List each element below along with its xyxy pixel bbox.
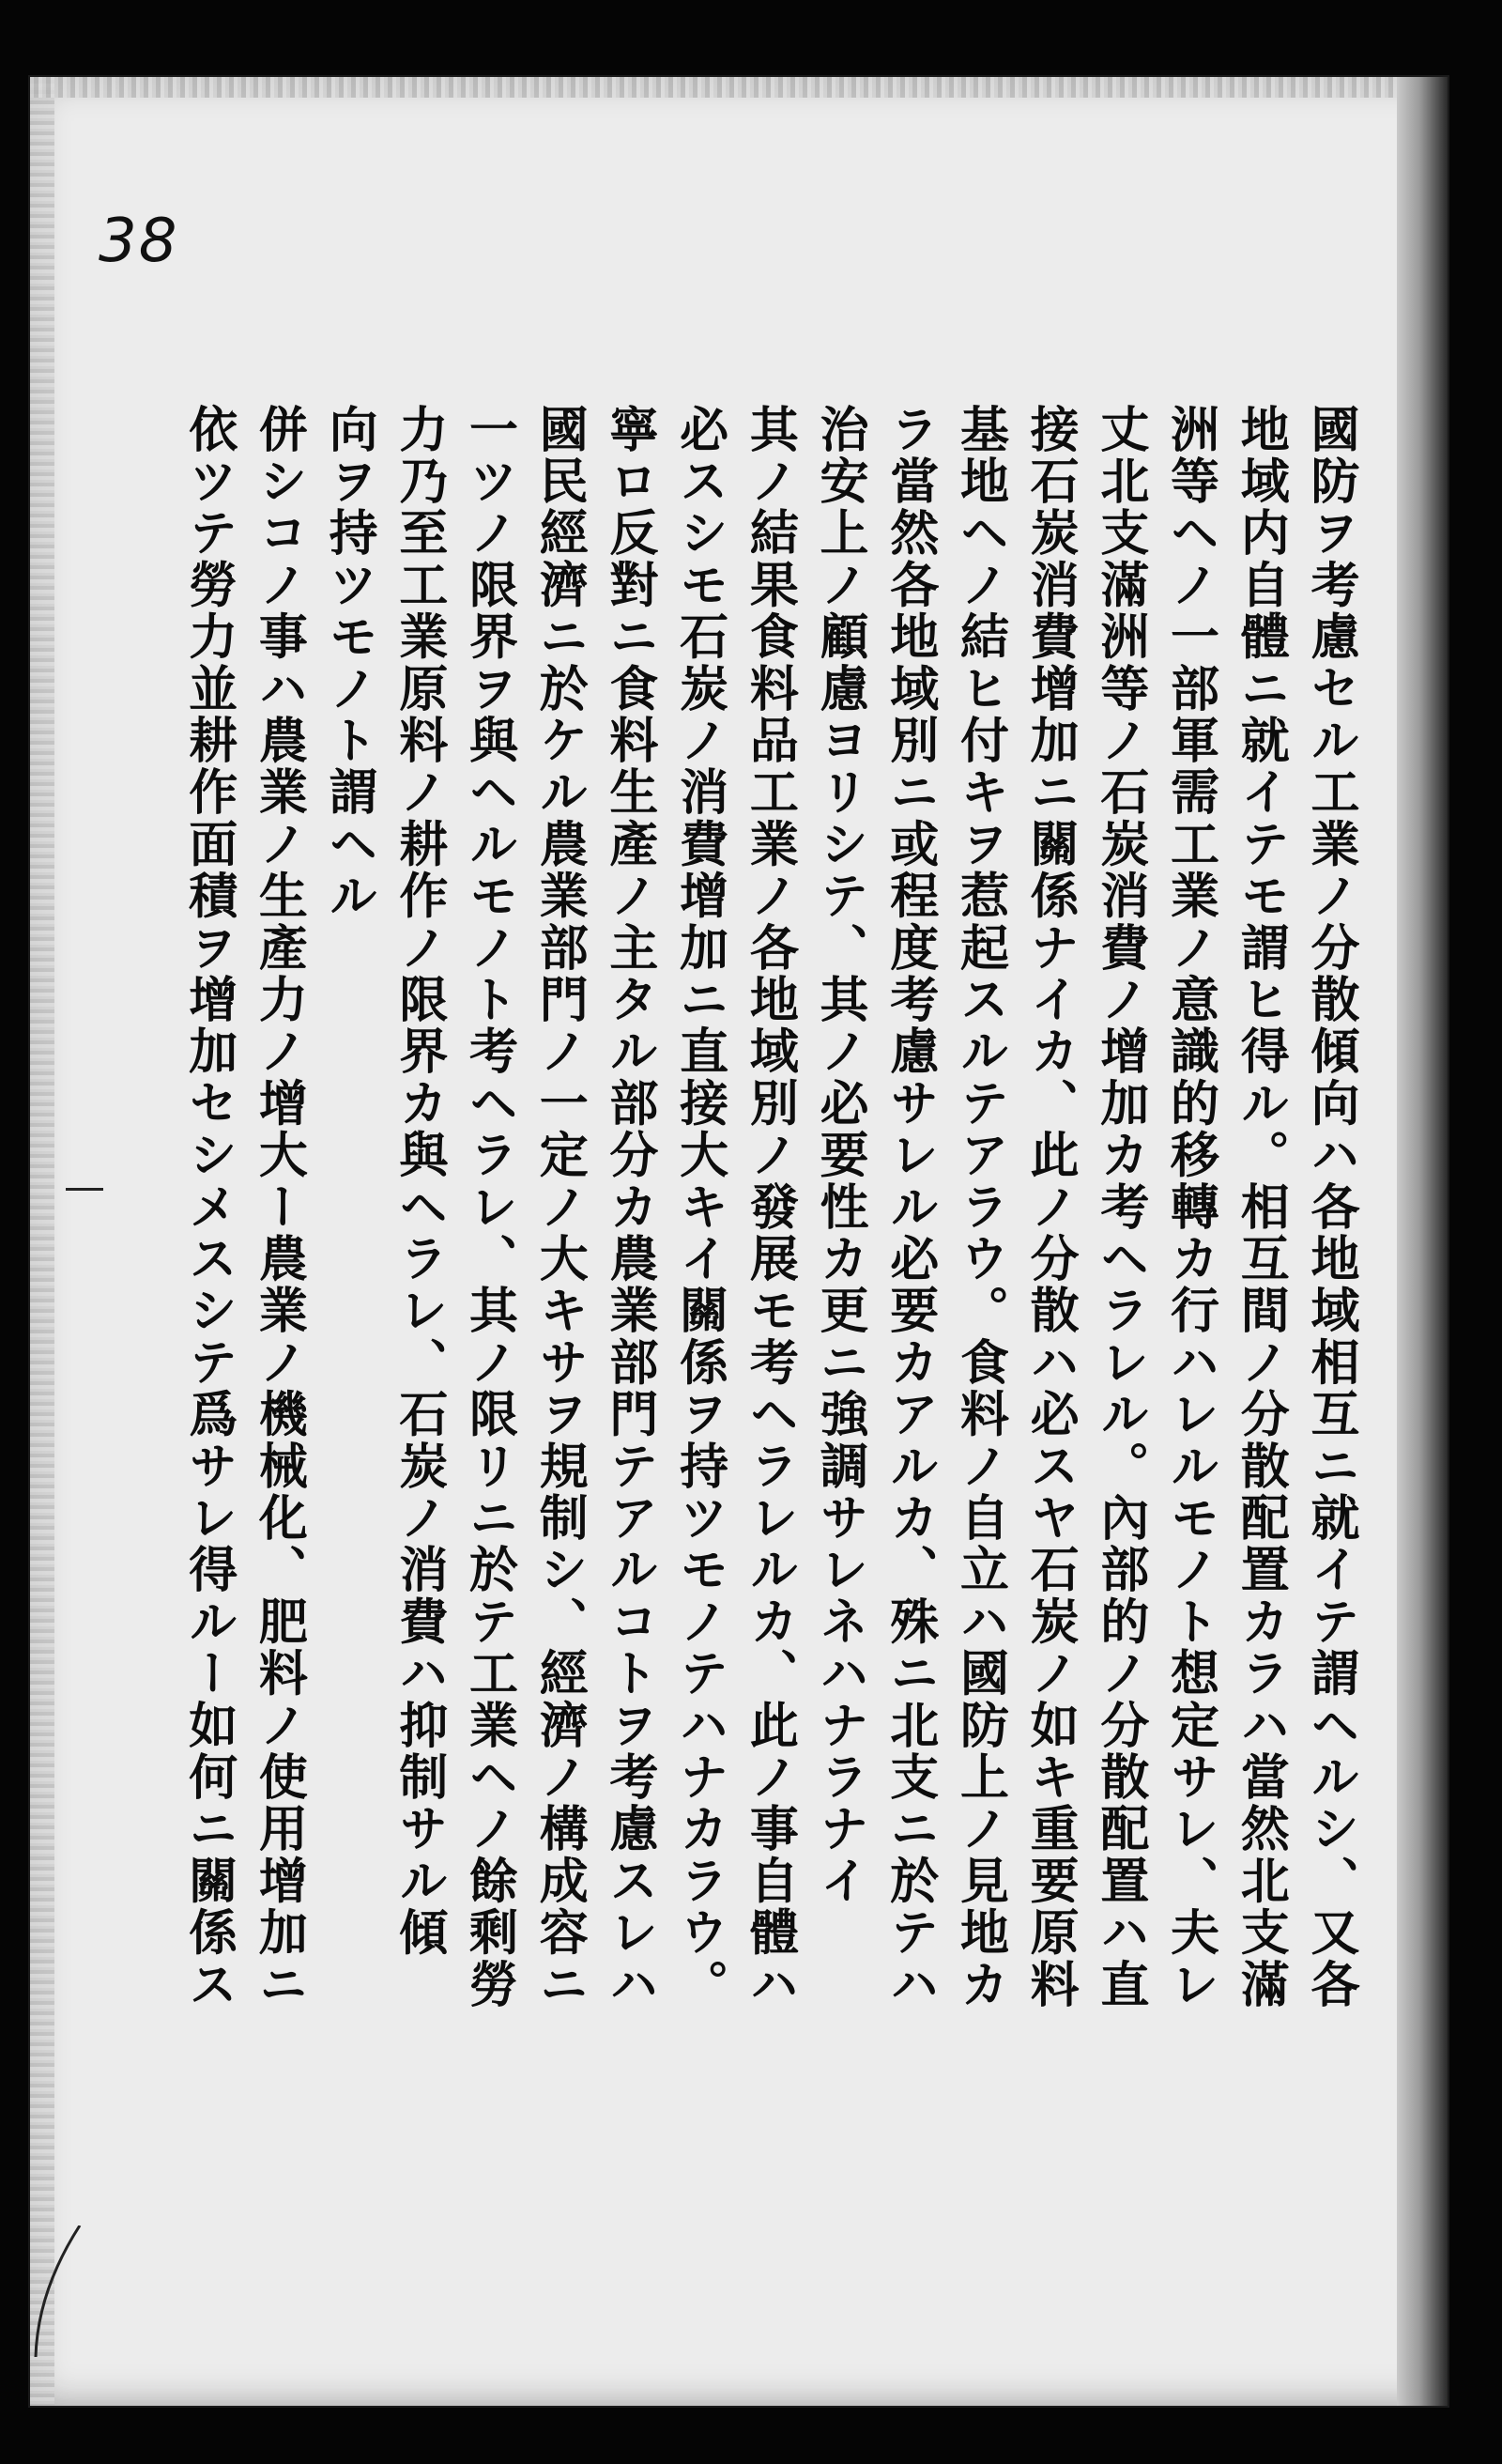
page-number: 38 xyxy=(99,207,179,276)
text-column: 洲等ヘノ一部軍需工業ノ意識的移轉カ行ハレルモノト想定サレ、夫レ xyxy=(1161,404,1219,2011)
text-column: 依ツテ勞力並耕作面積ヲ增加セシメスシテ爲サレ得ルー如何ニ關係ス xyxy=(179,404,238,2011)
text-column: 基地ヘノ結ヒ付キヲ惹起スルテアラウ。食料ノ自立ハ國防上ノ見地カ xyxy=(951,404,1009,2011)
margin-curve-mark xyxy=(28,2225,84,2357)
page-edge-left xyxy=(30,77,54,2406)
text-column: 接石炭消費增加ニ關係ナイカ、此ノ分散ハ必スヤ石炭ノ如キ重要原料 xyxy=(1021,404,1080,2011)
text-column: 必スシモ石炭ノ消費增加ニ直接大キイ關係ヲ持ツモノテハナカラウ。 xyxy=(670,404,728,2011)
book-spine xyxy=(1397,77,1448,2406)
text-column: 國民經濟ニ於ケル農業部門ノ一定ノ大キサヲ規制シ、經濟ノ構成容ニ xyxy=(530,404,589,2011)
text-column: 國防ヲ考慮セル工業ノ分散傾向ハ各地域相互ニ就イテ謂ヘルシ、又各 xyxy=(1301,404,1359,2011)
text-column: 治安上ノ顧慮ヨリシテ、其ノ必要性カ更ニ強調サレネハナラナイ xyxy=(811,404,869,1907)
text-column: 地域内自體ニ就イテモ謂ヒ得ル。相互間ノ分散配置カラハ當然北支滿 xyxy=(1232,404,1290,2011)
text-column: 力乃至工業原料ノ耕作ノ限界カ與ヘラレ、石炭ノ消費ハ抑制サル傾 xyxy=(390,404,448,1959)
vertical-text-block xyxy=(178,404,1371,2319)
margin-mark xyxy=(66,1188,103,1191)
text-column: 向ヲ持ツモノト謂ヘル xyxy=(320,404,378,922)
page-edge-top xyxy=(30,77,1448,98)
text-column: 丈北支滿洲等ノ石炭消費ノ增加カ考ヘラレル。內部的ノ分散配置ハ直 xyxy=(1091,404,1149,2011)
text-column: 寧ロ反對ニ食料生產ノ主タル部分カ農業部門テアルコトヲ考慮スレハ xyxy=(600,404,658,2011)
text-column: 其ノ結果食料品工業ノ各地域別ノ發展モ考ヘラレルカ、此ノ事自體ハ xyxy=(741,404,799,2011)
text-column: 一ツノ限界ヲ與ヘルモノト考ヘラレ、其ノ限リニ於テ工業ヘノ餘剩勞 xyxy=(460,404,518,2011)
text-column: ラ當然各地域別ニ或程度考慮サレル必要カアルカ、殊ニ北支ニ於テハ xyxy=(881,404,939,2011)
text-column: 併シコノ事ハ農業ノ生產力ノ增大ー農業ノ機械化、肥料ノ使用增加ニ xyxy=(250,404,308,2011)
